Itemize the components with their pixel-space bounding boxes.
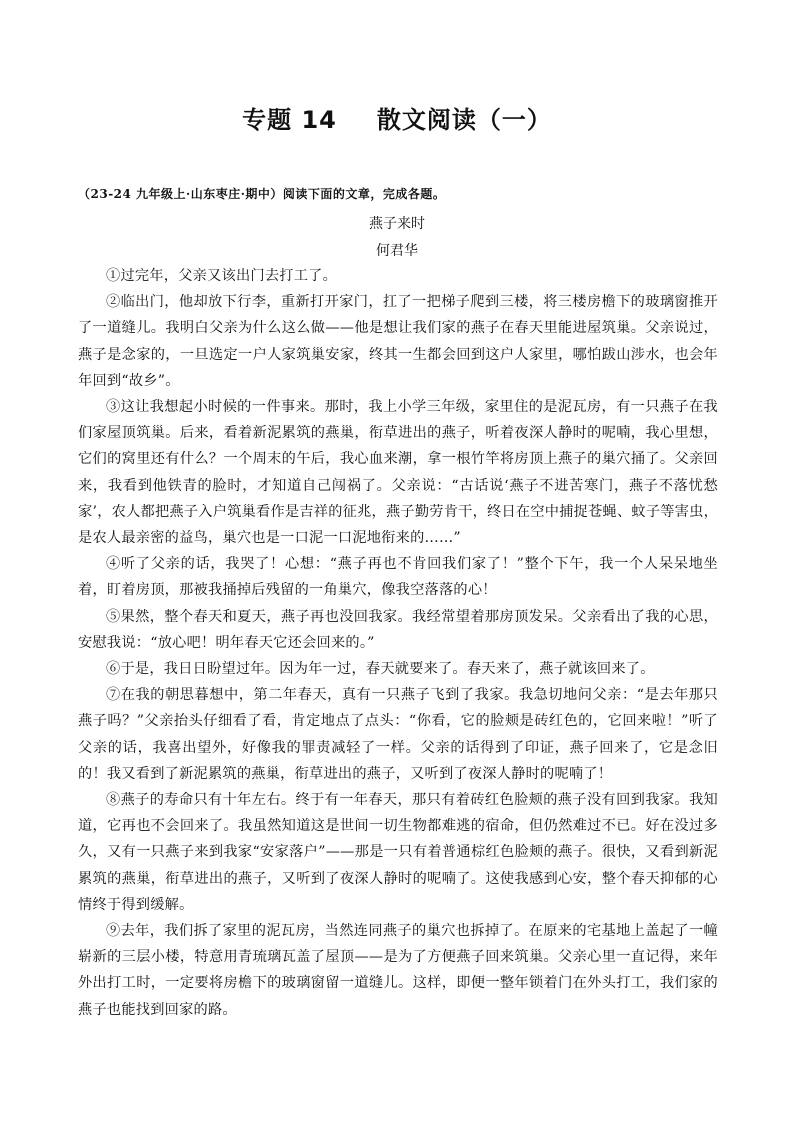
paragraph-4: ④听了父亲的话，我哭了！心想：“燕子再也不肯回我们家了！”整个下午，我一个人呆呆地坐着，盯着房顶，那被我捅掉后残留的一角巢穴，像我空落落的心！ xyxy=(78,556,718,599)
page-title xyxy=(0,100,794,135)
essay-title: 燕子来时 xyxy=(369,216,425,232)
paragraph-2: ②临出门，他却放下行李，重新打开家门，扛了一把梯子爬到三楼，将三楼房檐下的玻璃窗推开了一道缝儿。我明白父亲为什么这么做——他是想让我们家的燕子在春天里能进屋筑巢。父亲说过，燕子是念家的，一旦选定一户人家筑巢安家，终其一生都会回到这户人家里，哪怕跋山涉水，也会年年回到“故乡”。 xyxy=(78,294,718,389)
topic-number: 专题 14 xyxy=(242,106,337,134)
essay-body xyxy=(78,263,718,1023)
paragraph-6: ⑥于是，我日日盼望过年。因为年一过，春天就要来了。春天来了，燕子就该回来了。 xyxy=(106,661,655,678)
paragraph-1: ①过完年，父亲又该出门去打工了。 xyxy=(106,268,338,284)
topic-name: 散文阅读（一） xyxy=(376,106,552,134)
paragraph-9: ⑨去年，我们拆了家里的泥瓦房，当然连同燕子的巢穴也拆掉了。在原来的宅基地上盖起了一幢崭新的三层小楼，特意用青琉璃瓦盖了屋顶——是为了方便燕子回来筑巢。父亲心里一直记得，来年外出打工时，一定要将房檐下的玻璃窗留一道缝儿。这样，即便一整年锁着门在外头打工，我们家的燕子也能找到回家的路。 xyxy=(78,923,718,1018)
paragraph-5: ⑤果然，整个春天和夏天，燕子再也没回我家。我经常望着那房顶发呆。父亲看出了我的心思，安慰我说：“放心吧！明年春天它还会回来的。” xyxy=(78,608,718,651)
paragraph-8: ⑧燕子的寿命只有十年左右。终于有一年春天，那只有着砖红色脸颊的燕子没有回到我家。我知道，它再也不会回来了。我虽然知道这是世间一切生物都难逃的宿命，但仍然难过不已。好在没过多久，又有一只燕子来到我家“安家落户”——那是一只有着普通棕红色脸颊的燕子。很快，又看到新泥累筑的燕巢，衔草进出的燕子，又听到了夜深人静时的呢喃了。这使我感到心安，整个春天抑郁的心情终于得到缓解。 xyxy=(78,792,718,913)
paragraph-7: ⑦在我的朝思暮想中，第二年春天，真有一只燕子飞到了我家。我急切地问父亲：“是去年那只燕子吗？”父亲抬头仔细看了看，肯定地点了点头：“你看，它的脸颊是砖红色的，它回来啦！”听了父亲的话，我喜出望外，好像我的罪责减轻了一样。父亲的话得到了印证，燕子回来了，它是念旧的！我又看到了新泥累筑的燕巢，衔草进出的燕子，又听到了夜深人静时的呢喃了！ xyxy=(78,687,718,782)
paragraph-3: ③这让我想起小时候的一件事来。那时，我上小学三年级，家里住的是泥瓦房，有一只燕子在我们家屋顶筑巢。后来，看着新泥累筑的燕巢，衔草进出的燕子，听着夜深人静时的呢喃，我心里想，它们的窝里还有什么？一个周末的午后，我心血来潮，拿一根竹竿将房顶上燕子的巢穴捅了。父亲回来，我看到他铁青的脸时，才知道自己闯祸了。父亲说：“古话说‘燕子不进苦寒门，燕子不落忧愁家’，农人都把燕子入户筑巢看作是吉祥的征兆，燕子勤劳肯干，终日在空中捕捉苍蝇、蚊子等害虫，是农人最亲密的益鸟，巢穴也是一口泥一口泥地衔来的……” xyxy=(78,399,719,547)
essay-author: 何君华 xyxy=(376,243,418,259)
question-intro: （23-24 九年级上·山东枣庄·期中）阅读下面的文章，完成各题。 xyxy=(78,187,446,201)
